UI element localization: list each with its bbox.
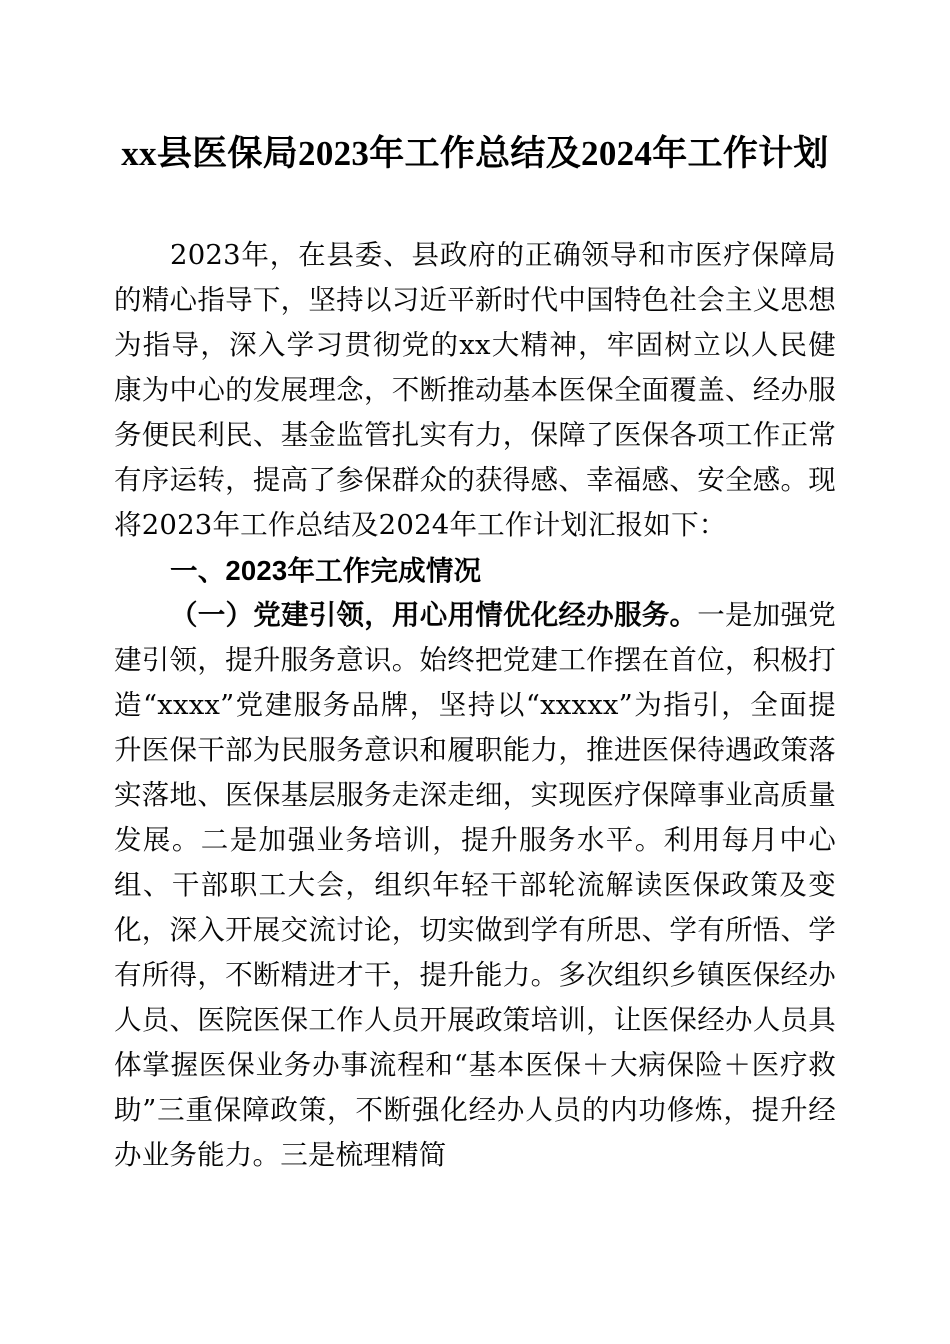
- document-title: [114, 128, 836, 179]
- subsection-heading-one-lead: （一）党建引领，用心用情优化经办服务。: [170, 599, 698, 631]
- paragraph-section-one-rest: 一是加强党建引领，提升服务意识。始终把党建工作摆在首位，积极打造“xxxx”党建服务品牌，坚持以“xxxxx”为指引，全面提升医保干部为民服务意识和履职能力，推进医保待遇政策落实落地、医保基层服务走深走细，实现医疗保障事业高质量发展。二是加强业务培训，提升服务水平。利用每月中心组、干部职工大会，组织年轻干部轮流解读医保政策及变化，深入开展交流讨论，切实做到学有所思、学有所悟、学有所得，不断精进才干，提升能力。多次组织乡镇医保经办人员、医院医保工作人员开展政策培训，让医保经办人员具体掌握医保业务办事流程和“基本医保＋大病保险＋医疗救助”三重保障政策，不断强化经办人员的内功修炼，提升经办业务能力。三是梳理精简: [114, 599, 836, 1171]
- page-bottom-spacer: [114, 1178, 836, 1179]
- section-heading-one: 一、2023年工作完成情况: [170, 555, 482, 586]
- document-title-text: xx县医保局2023年工作总结及2024年工作计划: [121, 134, 829, 173]
- paragraph-intro: 2023年，在县委、县政府的正确领导和市医疗保障局的精心指导下，坚持以习近平新时代中国特色社会主义思想为指导，深入学习贯彻党的xx大精神，牢固树立以人民健康为中心的发展理念，不断推动基本医保全面覆盖、经办服务便民利民、基金监管扎实有力，保障了医保各项工作正常有序运转，提高了参保群众的获得感、幸福感、安全感。现将2023年工作总结及2024年工作计划汇报如下：: [114, 239, 836, 541]
- paragraph-section-one-body: [114, 593, 836, 1178]
- document-content: [114, 128, 836, 1179]
